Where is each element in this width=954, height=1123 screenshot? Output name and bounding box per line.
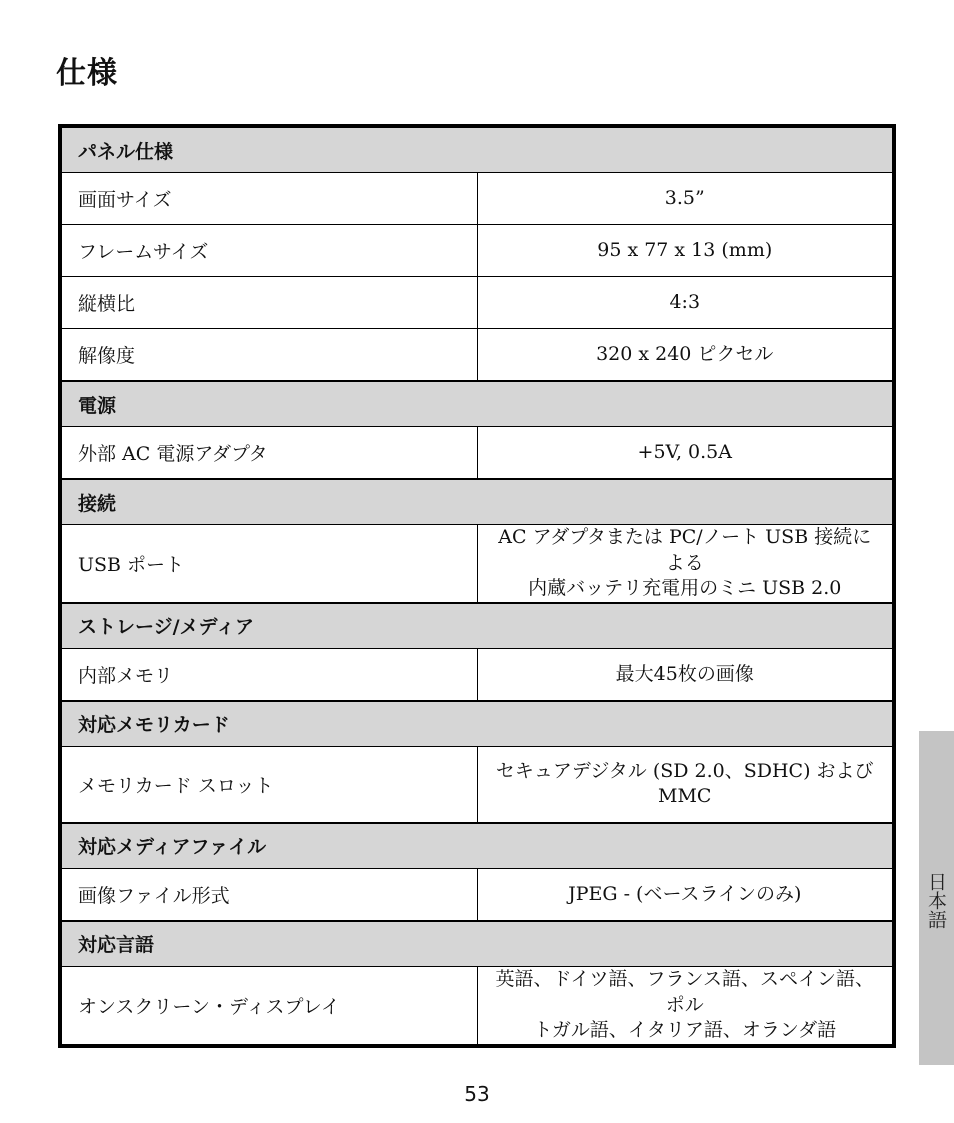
table-row: [60, 746, 894, 823]
spec-value: JPEG - (ベースラインのみ): [477, 868, 894, 921]
section-title: 接続: [60, 479, 894, 525]
spec-value: [477, 746, 894, 823]
table-row: [60, 648, 894, 701]
section-title: パネル仕様: [60, 126, 894, 173]
section-title: 対応メディアファイル: [60, 823, 894, 869]
table-row: [60, 277, 894, 329]
section-header-cards: [60, 701, 894, 747]
table-row: [60, 525, 894, 603]
spec-label: オンスクリーン・ディスプレイ: [60, 966, 477, 1045]
section-title: ストレージ/メディア: [60, 603, 894, 649]
spec-value: 4:3: [477, 277, 894, 329]
spec-value-line: MMC: [658, 785, 712, 808]
table-row: [60, 329, 894, 382]
spec-value-line: 内蔵バッテリ充電用のミニ USB 2.0: [528, 577, 842, 600]
table-row: [60, 173, 894, 225]
section-header-connection: [60, 479, 894, 525]
spec-value: 最大45枚の画像: [477, 648, 894, 701]
spec-value-line: AC アダプタまたは PC/ノート USB 接続による: [498, 526, 872, 574]
language-side-tab-label: 日本語: [925, 871, 947, 929]
spec-label: フレームサイズ: [60, 225, 477, 277]
spec-value: 95 x 77 x 13 (mm): [477, 225, 894, 277]
table-row: [60, 868, 894, 921]
page-number: 53: [464, 1082, 490, 1106]
table-row: [60, 225, 894, 277]
spec-label: 内部メモリ: [60, 648, 477, 701]
section-header-languages: [60, 921, 894, 967]
spec-label: 解像度: [60, 329, 477, 382]
spec-label: 画面サイズ: [60, 173, 477, 225]
spec-value-line: 英語、ドイツ語、フランス語、スペイン語、ポル: [495, 967, 874, 1016]
section-header-storage: [60, 603, 894, 649]
spec-label: 外部 AC 電源アダプタ: [60, 427, 477, 480]
spec-value: +5V, 0.5A: [477, 427, 894, 480]
spec-label: USB ポート: [60, 525, 477, 603]
spec-value: [477, 966, 894, 1045]
spec-table: [58, 124, 896, 1048]
section-title: 電源: [60, 381, 894, 427]
table-row: [60, 966, 894, 1045]
spec-value: 3.5”: [477, 173, 894, 225]
section-header-files: [60, 823, 894, 869]
spec-value: [477, 525, 894, 603]
spec-label: 画像ファイル形式: [60, 868, 477, 921]
spec-value: 320 x 240 ピクセル: [477, 329, 894, 382]
section-title: 対応メモリカード: [60, 701, 894, 747]
section-title: 対応言語: [60, 921, 894, 967]
spec-label: 縦横比: [60, 277, 477, 329]
section-header-panel: [60, 126, 894, 173]
spec-value-line: トガル語、イタリア語、オランダ語: [533, 1019, 837, 1042]
spec-value-line: セキュアデジタル (SD 2.0、SDHC) および: [495, 759, 874, 782]
spec-label: メモリカード スロット: [60, 746, 477, 823]
section-header-power: [60, 381, 894, 427]
table-row: [60, 427, 894, 480]
page-title: 仕様: [56, 56, 118, 91]
